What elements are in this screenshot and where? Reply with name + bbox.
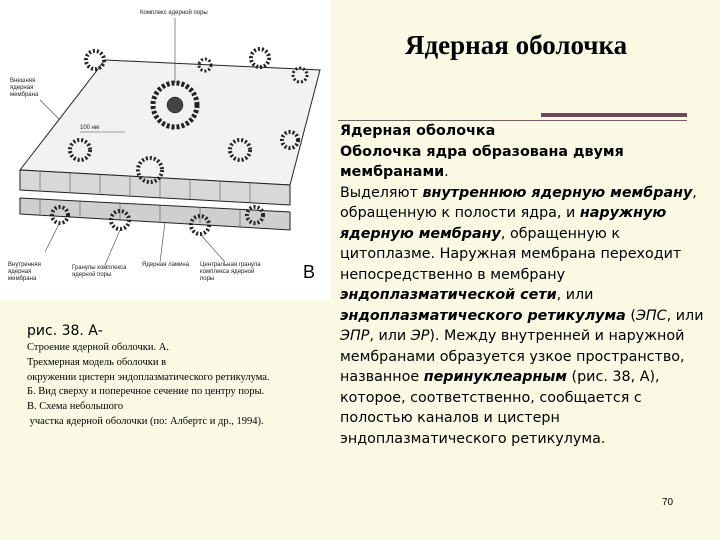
caption-line-2: Трехмерная модель оболочки в bbox=[27, 356, 167, 368]
label-scale: 100 нм bbox=[80, 125, 100, 131]
p3-c: , обращенную к полости ядра, и bbox=[340, 184, 697, 221]
p3-p: перинуклеарным bbox=[423, 369, 567, 385]
nuclear-envelope-figure bbox=[0, 0, 330, 300]
label-lamina: Ядерная ламина bbox=[142, 262, 190, 268]
label-inner-membrane: Внутренняя ядерная мембрана bbox=[8, 262, 41, 282]
figure-letter: B bbox=[303, 262, 316, 282]
p3-b: внутреннюю ядерную мембрану bbox=[422, 184, 693, 201]
p3-m: , или bbox=[369, 328, 411, 344]
p3-l: ЭПР bbox=[340, 328, 370, 344]
p3-e: , обращенную к цитоплазме. Наружная мембрана переходит непосредственно в мембрану bbox=[340, 225, 682, 283]
slide-title: Ядерная оболочка bbox=[405, 30, 628, 60]
p3-i: ( bbox=[625, 307, 636, 324]
label-central-granule: Центральная гранула комплекса ядерной поры bbox=[200, 262, 261, 282]
body-text bbox=[340, 121, 712, 449]
nuclear-envelope-illustration bbox=[0, 0, 330, 300]
caption-line-4: Б. Вид сверху и поперечное сечение по центру поры. bbox=[27, 386, 265, 398]
body-paragraph-1 bbox=[340, 142, 712, 183]
caption-line-5: В. Схема небольшого bbox=[27, 401, 124, 413]
page-number: 70 bbox=[662, 497, 674, 508]
caption-line-1: Строение ядерной оболочки. А. bbox=[27, 342, 169, 353]
p2-c: . bbox=[444, 164, 449, 180]
p3-j: ЭПС bbox=[635, 307, 667, 324]
caption-heading: рис. 38. А- bbox=[27, 323, 103, 339]
caption-line-3: окружении цистерн эндоплазматического ретикулума. bbox=[27, 371, 270, 383]
body-heading bbox=[340, 121, 712, 142]
title-rule-thick bbox=[541, 113, 687, 117]
p3-n: ЭР bbox=[410, 328, 430, 344]
p3-f: эндоплазматической сети bbox=[340, 287, 557, 303]
label-pore-complex: Комплекс ядерной поры bbox=[140, 10, 208, 16]
p3-d: наружную ядерную мембрану bbox=[340, 205, 667, 242]
p2-a: Оболочка ядра образована двумя bbox=[340, 143, 624, 160]
label-granules: Гранулы комплекса ядерной поры bbox=[72, 265, 127, 278]
p3-g: , или bbox=[556, 287, 594, 303]
body-paragraph-2 bbox=[340, 183, 712, 450]
p3-o: ). Между внутренней и наружной мембранами образуется узкое пространство, названное bbox=[340, 328, 685, 385]
p3-h: эндоплазматического ретикулума bbox=[340, 307, 626, 324]
p3-k: , или bbox=[666, 307, 704, 324]
figure-caption bbox=[27, 321, 327, 430]
body-heading-text: Ядерная оболочка bbox=[340, 123, 496, 139]
p3-a: Выделяют bbox=[340, 184, 423, 201]
label-outer-membrane: Внешняя ядерная мембрана bbox=[10, 78, 39, 98]
p3-q: (рис. 38, А), которое, соответственно, сообщается с полостью каналов и цистерн эндоплазматического ретикулума. bbox=[340, 369, 660, 447]
caption-line-6: участка ядерной оболочки (по: Албертс и др., 1994). bbox=[27, 415, 264, 427]
p2-b: мембранами bbox=[340, 164, 445, 180]
